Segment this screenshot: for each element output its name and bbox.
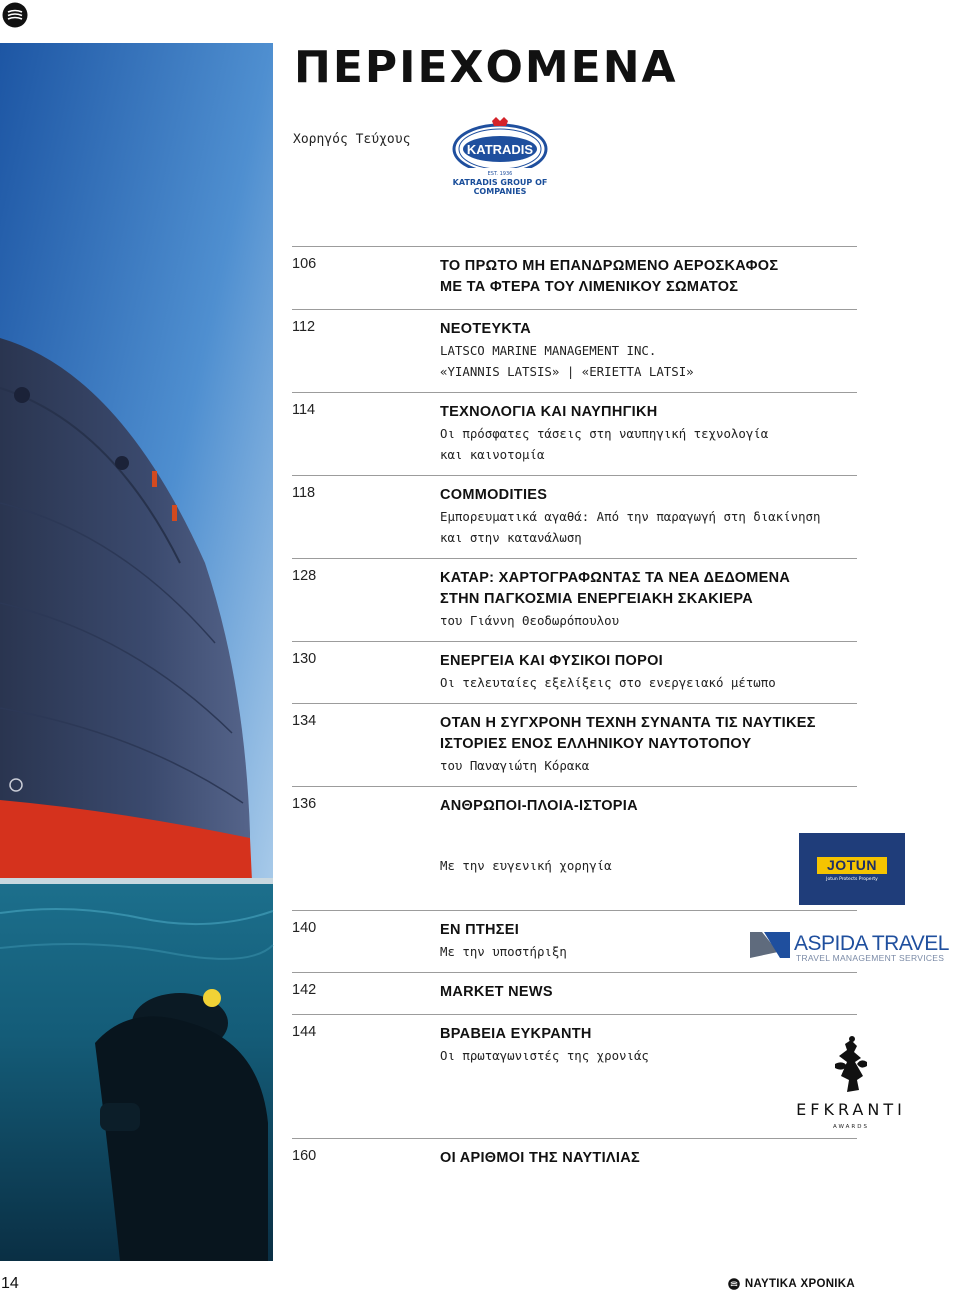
toc-heading: ΑΝΘΡΩΠΟΙ-ΠΛΟΙΑ-ΙΣΤΟΡΙΑ (440, 798, 638, 814)
toc-entry-134[interactable] (292, 703, 857, 786)
katradis-name: KATRADIS (466, 142, 534, 157)
efkranti-name: EFKRANTI (796, 1100, 906, 1119)
jotun-logo (799, 833, 905, 905)
aspida-travel-logo (748, 928, 958, 962)
toc-subtitle: Οι πρόσφατες τάσεις στη ναυπηγική τεχνολογία (440, 426, 769, 441)
toc-subtitle: του Γιάννη Θεοδωρόπουλου (440, 613, 620, 628)
toc-heading: ΝΕΟΤΕΥΚΤΑ (440, 321, 532, 337)
toc-page-number: 136 (292, 796, 317, 812)
toc-heading: ΜΕ ΤΑ ΦΤΕΡΑ ΤΟΥ ΛΙΜΕΝΙΚΟΥ ΣΩΜΑΤΟΣ (440, 279, 739, 295)
katradis-est: EST. 1936 (487, 171, 513, 177)
toc-page-number: 134 (292, 713, 317, 729)
toc-page-number: 142 (292, 982, 317, 998)
toc-entry-112[interactable] (292, 309, 857, 392)
toc-subtitle: και στην κατανάλωση (440, 530, 582, 545)
toc-heading: ΙΣΤΟΡΙΕΣ ΕΝΟΣ ΕΛΛΗΝΙΚΟΥ ΝΑΥΤΟΤΟΠΟΥ (440, 736, 752, 752)
toc-heading: ΕΝ ΠΤΗΣΕΙ (440, 922, 520, 938)
cover-photo-ship-diver (0, 43, 273, 1261)
toc-heading: ΤΕΧΝΟΛΟΓΙΑ ΚΑΙ ΝΑΥΠΗΓΙΚΗ (440, 404, 658, 420)
toc-heading: ΒΡΑΒΕΙΑ ΕΥΚΡΑΝΤΗ (440, 1026, 592, 1042)
jotun-wordmark: JOTUN (817, 857, 887, 874)
aspida-emblem-icon (748, 930, 792, 960)
toc-page-number: 144 (292, 1024, 317, 1040)
toc-heading: ΟΙ ΑΡΙΘΜΟΙ ΤΗΣ ΝΑΥΤΙΛΙΑΣ (440, 1150, 640, 1166)
toc-page-number: 118 (292, 485, 316, 501)
toc-page-number: 160 (292, 1148, 317, 1164)
page-number: 14 (1, 1275, 19, 1292)
efkranti-awards-logo (795, 1036, 907, 1136)
issue-sponsor-label: Χορηγός Τεύχους (293, 132, 411, 147)
toc-heading: MARKET NEWS (440, 984, 553, 1000)
toc-heading: ΤΟ ΠΡΩΤΟ ΜΗ ΕΠΑΝΔΡΩΜΕΝΟ ΑΕΡΟΣΚΑΦΟΣ (440, 258, 779, 274)
toc-entry-144[interactable] (292, 1014, 906, 1138)
toc-subtitle: και καινοτομία (440, 447, 545, 462)
magazine-name: ΝΑΥΤΙΚΑ ΧΡΟΝΙΚΑ (744, 1278, 855, 1290)
toc-subtitle: Οι τελευταίες εξελίξεις στο ενεργειακό μέτωπο (440, 675, 776, 690)
toc-entry-160[interactable] (292, 1138, 857, 1180)
katradis-group: KATRADIS GROUP OF COMPANIES (452, 178, 548, 196)
toc-heading: ΚΑΤΑΡ: ΧΑΡΤΟΓΡΑΦΩΝΤΑΣ ΤΑ ΝΕΑ ΔΕΔΟΜΕΝΑ (440, 570, 791, 586)
toc-page-number: 106 (292, 256, 317, 272)
magazine-footer (728, 1276, 855, 1292)
toc-entry-142[interactable] (292, 972, 857, 1014)
toc-subtitle: του Παναγιώτη Κόρακα (440, 758, 590, 773)
toc-page-number: 130 (292, 651, 317, 667)
toc-page-number: 114 (292, 402, 316, 418)
toc-heading: ΟΤΑΝ Η ΣΥΓΧΡΟΝΗ ΤΕΧΝΗ ΣΥΝΑΝΤΑ ΤΙΣ ΝΑΥΤΙΚΕΣ (440, 715, 816, 731)
toc-page-number: 128 (292, 568, 317, 584)
toc-entry-106[interactable] (292, 246, 857, 309)
toc-subtitle: Με την υποστήριξη (440, 944, 567, 959)
toc-subtitle: Οι πρωταγωνιστές της χρονιάς (440, 1048, 649, 1063)
jotun-tagline: Jotun Protects Property (826, 877, 878, 882)
aspida-tagline: TRAVEL MANAGEMENT SERVICES (796, 953, 945, 963)
toc-page-number: 140 (292, 920, 317, 936)
toc-entry-118[interactable] (292, 475, 857, 558)
katradis-emblem-icon (436, 116, 564, 184)
toc-sponsor-text: Με την ευγενική χορηγία (440, 858, 612, 873)
toc-entry-128[interactable] (292, 558, 857, 641)
toc-heading: ΕΝΕΡΓΕΙΑ ΚΑΙ ΦΥΣΙΚΟΙ ΠΟΡΟΙ (440, 653, 663, 669)
toc-heading: ΣΤΗΝ ΠΑΓΚΟΣΜΙΑ ΕΝΕΡΓΕΙΑΚΗ ΣΚΑΚΙΕΡΑ (440, 591, 754, 607)
katradis-logo (436, 116, 564, 196)
toc-entry-114[interactable] (292, 392, 857, 475)
efkranti-awards-label: AWARDS (833, 1124, 869, 1130)
toc-entry-140[interactable] (292, 910, 949, 972)
page-title: ΠΕΡΙΕΧΟΜΕΝΑ (294, 42, 678, 93)
toc-subtitle: «YIANNIS LATSIS» | «ERIETTA LATSI» (440, 364, 694, 379)
efkranti-figure-icon (821, 1036, 881, 1096)
toc-entry-136[interactable] (292, 786, 878, 910)
toc-subtitle: LATSCO MARINE MANAGEMENT INC. (440, 343, 657, 358)
toc-entry-130[interactable] (292, 641, 857, 703)
brand-mark-icon (2, 2, 28, 28)
toc-page-number: 112 (292, 319, 316, 335)
toc-subtitle: Εμπορευματικά αγαθά: Από την παραγωγή στη διακίνηση (440, 509, 821, 524)
toc-heading: COMMODITIES (440, 487, 548, 503)
aspida-name: ASPIDA TRAVEL (794, 932, 949, 955)
table-of-contents (292, 246, 949, 1180)
brand-mark-icon (728, 1278, 740, 1290)
